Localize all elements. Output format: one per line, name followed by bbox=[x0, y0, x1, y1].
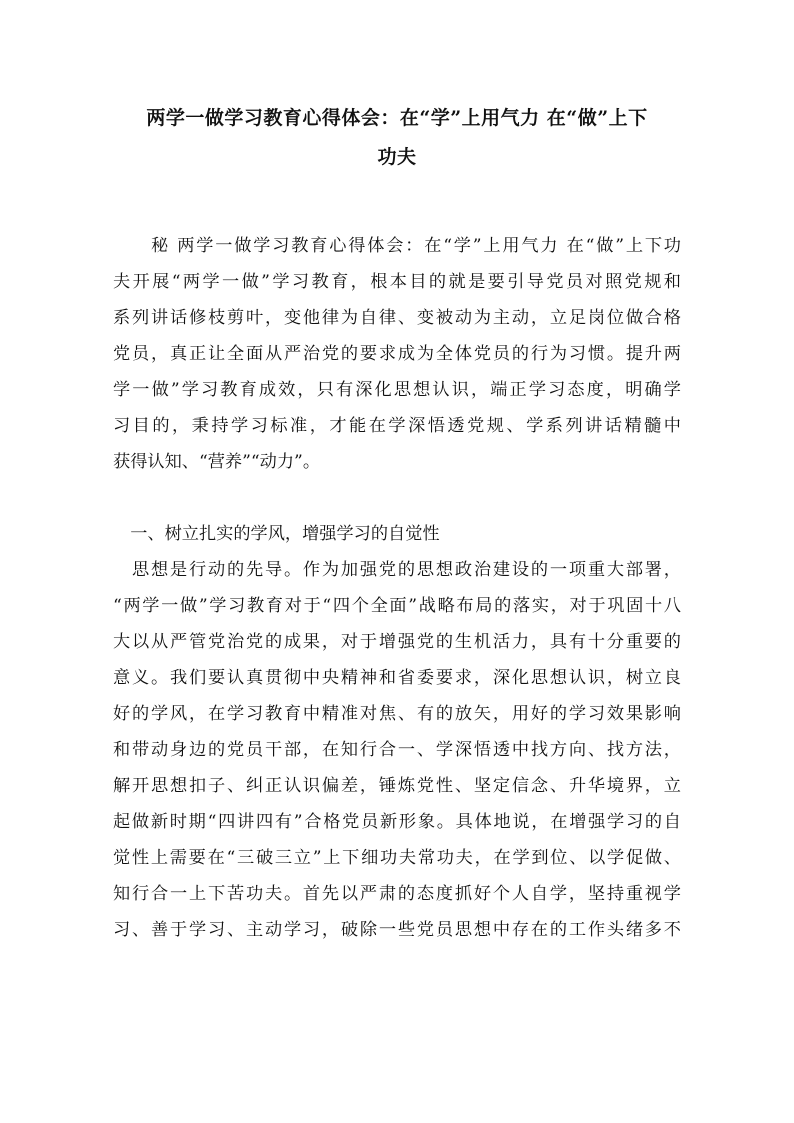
body-text-line: 起做新时期“四讲四有”合格党员新形象。具体地说，在增强学习的自 bbox=[113, 812, 681, 832]
body-text-line: 夫开展“两学一做”学习教育，根本目的就是要引导党员对照党规和 bbox=[113, 272, 681, 292]
body-text-line: 党员，真正让全面从严治党的要求成为全体党员的行为习惯。提升两 bbox=[113, 344, 681, 364]
body-text-line: 好的学风，在学习教育中精准对焦、有的放矢，用好的学习效果影响 bbox=[113, 704, 681, 724]
body-text-line: 意义。我们要认真贯彻中央精神和省委要求，深化思想认识，树立良 bbox=[113, 668, 681, 688]
body-text-line: 和带动身边的党员干部，在知行合一、学深悟透中找方向、找方法， bbox=[113, 740, 681, 760]
body-text-line: 习、善于学习、主动学习，破除一些党员思想中存在的工作头绪多不 bbox=[113, 920, 681, 940]
body-text-line: 习目的，秉持学习标准，才能在学深悟透党规、学系列讲话精髓中 bbox=[113, 416, 681, 436]
body-text-line: 知行合一上下苦功夫。首先以严肃的态度抓好个人自学，坚持重视学 bbox=[113, 884, 681, 904]
body-text-line: “两学一做”学习教育对于“四个全面”战略布局的落实，对于巩固十八 bbox=[113, 596, 681, 616]
document-title-line-2: 功夫 bbox=[377, 146, 417, 168]
body-text-line: 系列讲话修枝剪叶，变他律为自律、变被动为主动，立足岗位做合格 bbox=[113, 308, 681, 328]
document-title-line-1: 两学一做学习教育心得体会：在“学”上用气力 在“做”上下 bbox=[146, 107, 648, 129]
body-text-line: 觉性上需要在“三破三立”上下细功夫常功夫，在学到位、以学促做、 bbox=[113, 848, 681, 868]
body-text-line: 秘 两学一做学习教育心得体会：在“学”上用气力 在“做”上下功 bbox=[113, 236, 681, 256]
body-text-line: 思想是行动的先导。作为加强党的思想政治建设的一项重大部署， bbox=[113, 560, 681, 580]
body-text-line: 大以从严管党治党的成果，对于增强党的生机活力，具有十分重要的 bbox=[113, 632, 681, 652]
body-text-line: 获得认知、“营养”“动力”。 bbox=[113, 452, 321, 472]
body-text-line: 学一做”学习教育成效，只有深化思想认识，端正学习态度，明确学 bbox=[113, 380, 681, 400]
body-text-line: 解开思想扣子、纠正认识偏差，锤炼党性、坚定信念、升华境界，立 bbox=[113, 776, 681, 796]
section-heading: 一、树立扎实的学风，增强学习的自觉性 bbox=[113, 524, 440, 544]
